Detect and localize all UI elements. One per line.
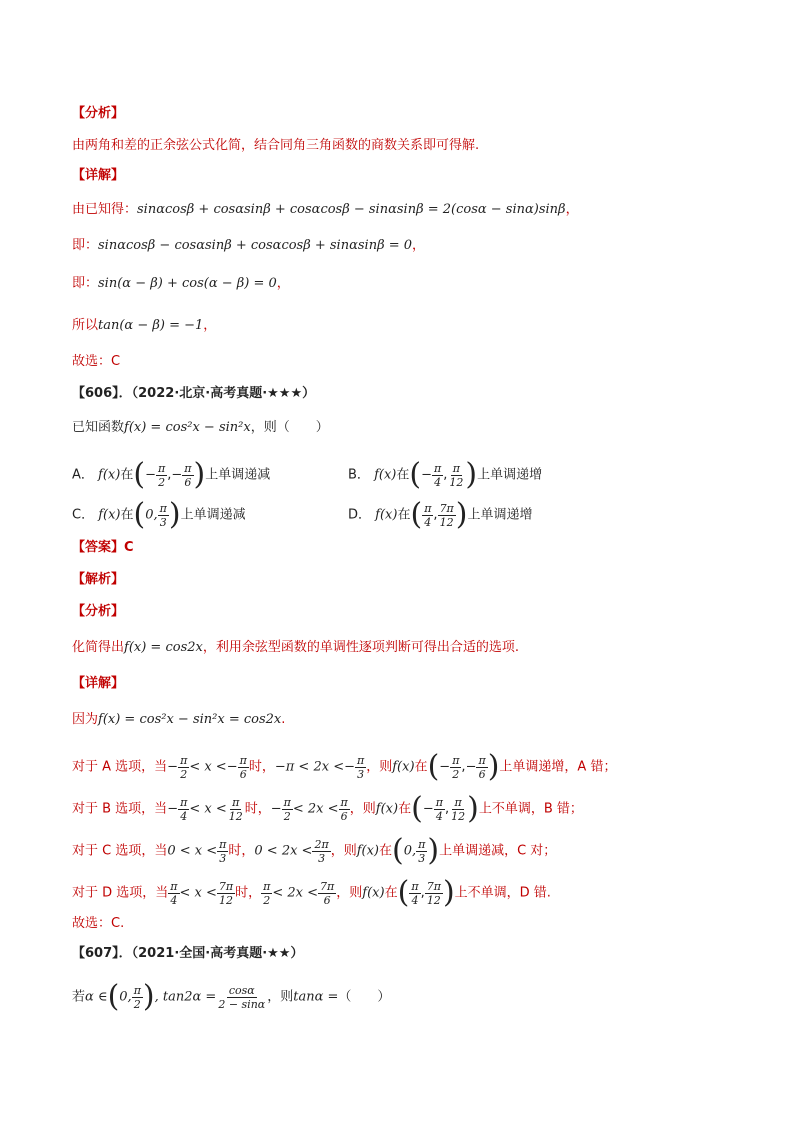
derivation-step-3 — [72, 274, 290, 294]
problem-606-stem — [72, 418, 329, 438]
choice-line: 故选：C — [72, 354, 121, 369]
equation: tan(α − β) = −1 — [98, 318, 204, 333]
derivation-step-2 — [72, 236, 425, 256]
fraction: $\frac{\cos\alpha}{2 - \sin\alpha}$ — [218, 983, 266, 1011]
fraction: $\frac{\pi}{6}$ — [184, 461, 192, 489]
simplified-function: f(x) = cos2x — [124, 640, 203, 655]
function-symbol: f(x) — [374, 467, 397, 483]
option-letter: C． — [72, 507, 95, 523]
because-line — [72, 710, 285, 730]
step-end: ， — [203, 318, 217, 333]
option-b[interactable]: B． f(x)在(− $\frac{\pi}{4}$ , $\frac{\pi}{12}$ )上单调递增 — [348, 457, 543, 492]
case-b: 对于 B 选项，当− $\frac{\pi}{4}$ < x < $\frac{\pi}{12}$ 时，− $\frac{\pi}{2}$ < 2x < $\frac{\pi}{6}$ ，则f(x)在(− $\frac{\pi}{4}$ , $\frac{\pi}{12}$ )上不单调，B 错； — [72, 791, 583, 826]
fraction: $\frac{\pi}{2}$ — [157, 461, 166, 489]
zai: 在 — [120, 467, 134, 483]
analysis-post: ，利用余弦型函数的单调性逐项判断可得出合适的选项. — [202, 640, 519, 655]
function-symbol: f(x) — [375, 507, 398, 523]
answer-line: 【答案】C — [72, 540, 134, 555]
equation: sinαcosβ − cosαsinβ + cosαcosβ + sinαsinβ = 0 — [98, 238, 413, 253]
function-symbol: f(x) — [98, 507, 121, 523]
option-text: 上单调递减 — [205, 467, 271, 483]
fraction: $\frac{7\pi}{12}$ — [439, 501, 454, 529]
solution-heading: 【解析】 — [72, 572, 125, 587]
zai: 在 — [120, 507, 134, 523]
option-text: 上单调递减 — [180, 507, 246, 523]
analysis-heading: 【分析】 — [72, 604, 125, 619]
because-pre: 因为 — [72, 712, 99, 727]
detail-heading: 【详解】 — [72, 676, 125, 691]
fraction: $\frac{\pi}{12}$ — [449, 461, 464, 489]
function-definition: f(x) = cos²x − sin²x — [124, 420, 251, 435]
period: . — [281, 712, 286, 727]
step-prefix: 由已知得： — [72, 202, 138, 217]
step-end: ， — [276, 276, 290, 291]
tan-expr: , tan2α = — [154, 989, 217, 1005]
option-c[interactable]: C． f(x)在(0, $\frac{\pi}{3}$ )上单调递减 — [72, 497, 246, 532]
problem-607-header: 【607】．（2021·全国·高考真题·★★） — [72, 946, 304, 961]
sign: − — [421, 467, 432, 483]
option-letter: A． — [72, 467, 94, 483]
choice-line: 故选：C. — [72, 916, 125, 931]
option-letter: D． — [348, 507, 372, 523]
step-prefix: 所以 — [72, 318, 99, 333]
function-symbol: f(x) — [98, 467, 121, 483]
case-d: 对于 D 选项，当 $\frac{\pi}{4}$ < x < $\frac{7\pi}{12}$ 时， $\frac{\pi}{2}$ < 2x < $\frac{7\pi}{6}$ ，则f(x)在( $\frac{\pi}{4}$ , $\frac{7\pi}{12}$ )上不单调，D 错. — [72, 875, 551, 910]
step-prefix: 即： — [72, 276, 99, 291]
option-a[interactable]: A． f(x)在(− $\frac{\pi}{2}$ ,− $\frac{\pi}{6}$ )上单调递减 — [72, 457, 271, 492]
case-c: 对于 C 选项，当0 < x < $\frac{\pi}{3}$ 时，0 < 2x < $\frac{2\pi}{3}$ ，则f(x)在(0, $\frac{\pi}{3}$ )上单调递减，C 对； — [72, 833, 557, 868]
equation: sinαcosβ + cosαsinβ + cosαcosβ − sinαsinβ = 2(cosα − sinα)sinβ — [137, 202, 566, 217]
case-a: 对于 A 选项，当− $\frac{\pi}{2}$ < x <− $\frac{\pi}{6}$ 时，−π < 2x <− $\frac{\pi}{3}$ ，则f(x)在(− $\frac{\pi}{2}$ ,− $\frac{\pi}{6}$ )上单调递增，A 错； — [72, 749, 617, 784]
fraction: $\frac{\pi}{4}$ — [434, 461, 442, 489]
interval-start: 0, — [145, 507, 158, 523]
identity: f(x) = cos²x − sin²x = cos2x — [98, 712, 282, 727]
detail-heading: 【详解】 — [72, 168, 125, 183]
option-d[interactable]: D． f(x)在( $\frac{\pi}{4}$ , $\frac{7\pi}{12}$ )上单调递增 — [348, 497, 533, 532]
option-text: 上单调递增 — [477, 467, 543, 483]
derivation-step-1 — [72, 200, 579, 220]
derivation-step-4 — [72, 316, 216, 336]
analysis-pre: 化简得出 — [72, 640, 125, 655]
equation: sin(α − β) + cos(α − β) = 0 — [98, 276, 277, 291]
stem-suffix: ，则（ ） — [250, 420, 329, 435]
analysis-text: 由两角和差的正余弦公式化简，结合同角三角函数的商数关系即可得解. — [72, 138, 480, 153]
zai: 在 — [396, 467, 410, 483]
step-end: ， — [565, 202, 579, 217]
fraction: $\frac{\pi}{3}$ — [159, 501, 167, 529]
stem-prefix: 已知函数 — [72, 420, 125, 435]
analysis-heading: 【分析】 — [72, 106, 125, 121]
option-letter: B． — [348, 467, 370, 483]
answer-blank: （ ） — [338, 989, 391, 1005]
step-end: ， — [412, 238, 426, 253]
problem-607-stem: 若α ∈(0, $\frac{\pi}{2}$ ), tan2α = $\frac{\cos\alpha}{2 - \sin\alpha}$ ，则tanα =（ ） — [72, 979, 391, 1014]
alpha-in: α ∈ — [85, 989, 108, 1005]
stem-pre: 若 — [72, 989, 86, 1005]
fraction: $\frac{\pi}{4}$ — [424, 501, 432, 529]
analysis-text — [72, 638, 519, 658]
zai: 在 — [397, 507, 411, 523]
step-prefix: 即： — [72, 238, 99, 253]
option-text: 上单调递增 — [467, 507, 533, 523]
problem-606-header: 【606】．（2022·北京·高考真题·★★★） — [72, 386, 316, 401]
sign: − — [145, 467, 156, 483]
